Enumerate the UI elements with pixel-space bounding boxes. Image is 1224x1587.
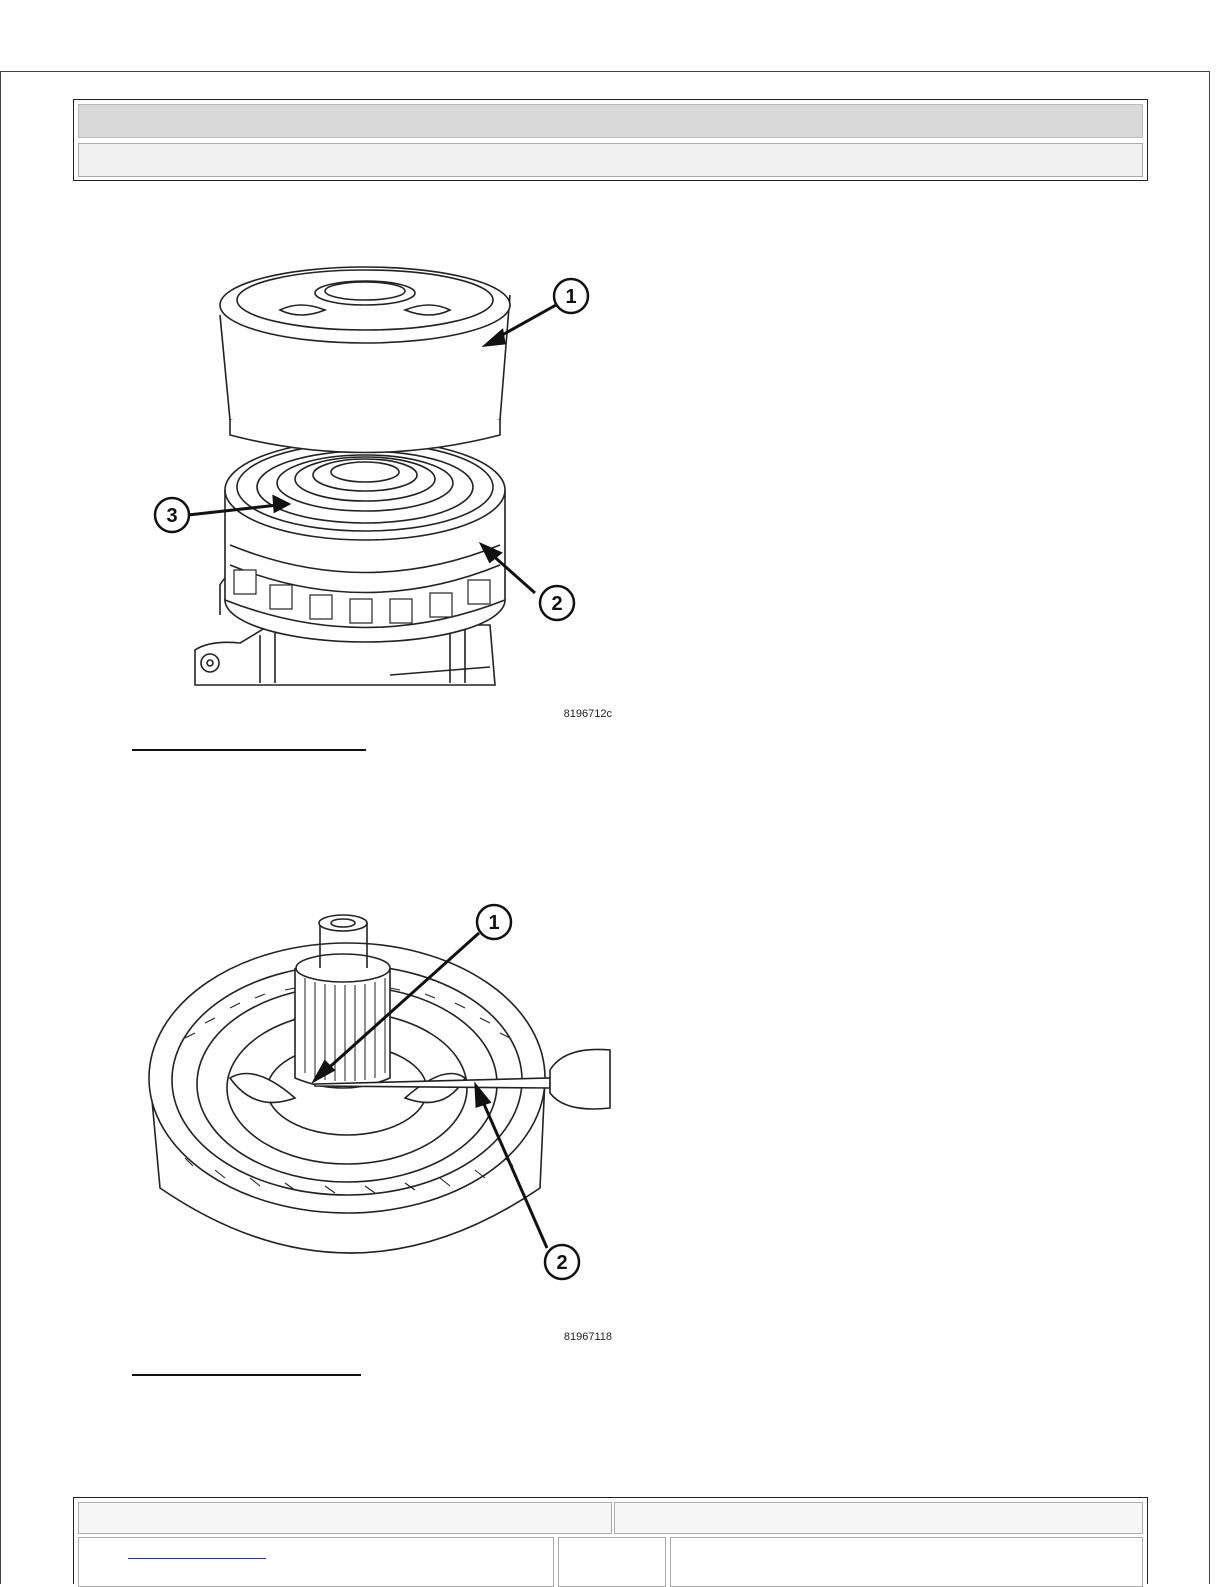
figure-1-underline bbox=[132, 749, 366, 751]
figure-1-planetary-assembly bbox=[150, 255, 630, 725]
footer-table bbox=[73, 1497, 1148, 1584]
figure-id-label: 8196712c bbox=[563, 708, 612, 720]
figure-2-snap-ring-removal bbox=[145, 898, 625, 1348]
figure-id-label: 81967118 bbox=[563, 1331, 612, 1343]
callout-1: 1 bbox=[488, 912, 500, 934]
header-title-row bbox=[78, 104, 1143, 138]
figure-2-underline bbox=[132, 1374, 361, 1376]
footer-link[interactable] bbox=[128, 1546, 266, 1559]
header-subtitle-row bbox=[78, 143, 1143, 177]
callout-2: 2 bbox=[551, 593, 563, 615]
header-table bbox=[73, 99, 1148, 181]
footer-cell-bottom-2 bbox=[558, 1537, 666, 1587]
callout-1: 1 bbox=[565, 286, 577, 308]
footer-cell-bottom-3 bbox=[670, 1537, 1143, 1587]
callout-2: 2 bbox=[556, 1252, 568, 1274]
footer-cell-left-top bbox=[78, 1502, 612, 1534]
footer-cell-right-top bbox=[614, 1502, 1143, 1534]
footer-cell-bottom-1 bbox=[78, 1537, 554, 1587]
callout-3: 3 bbox=[166, 505, 178, 527]
